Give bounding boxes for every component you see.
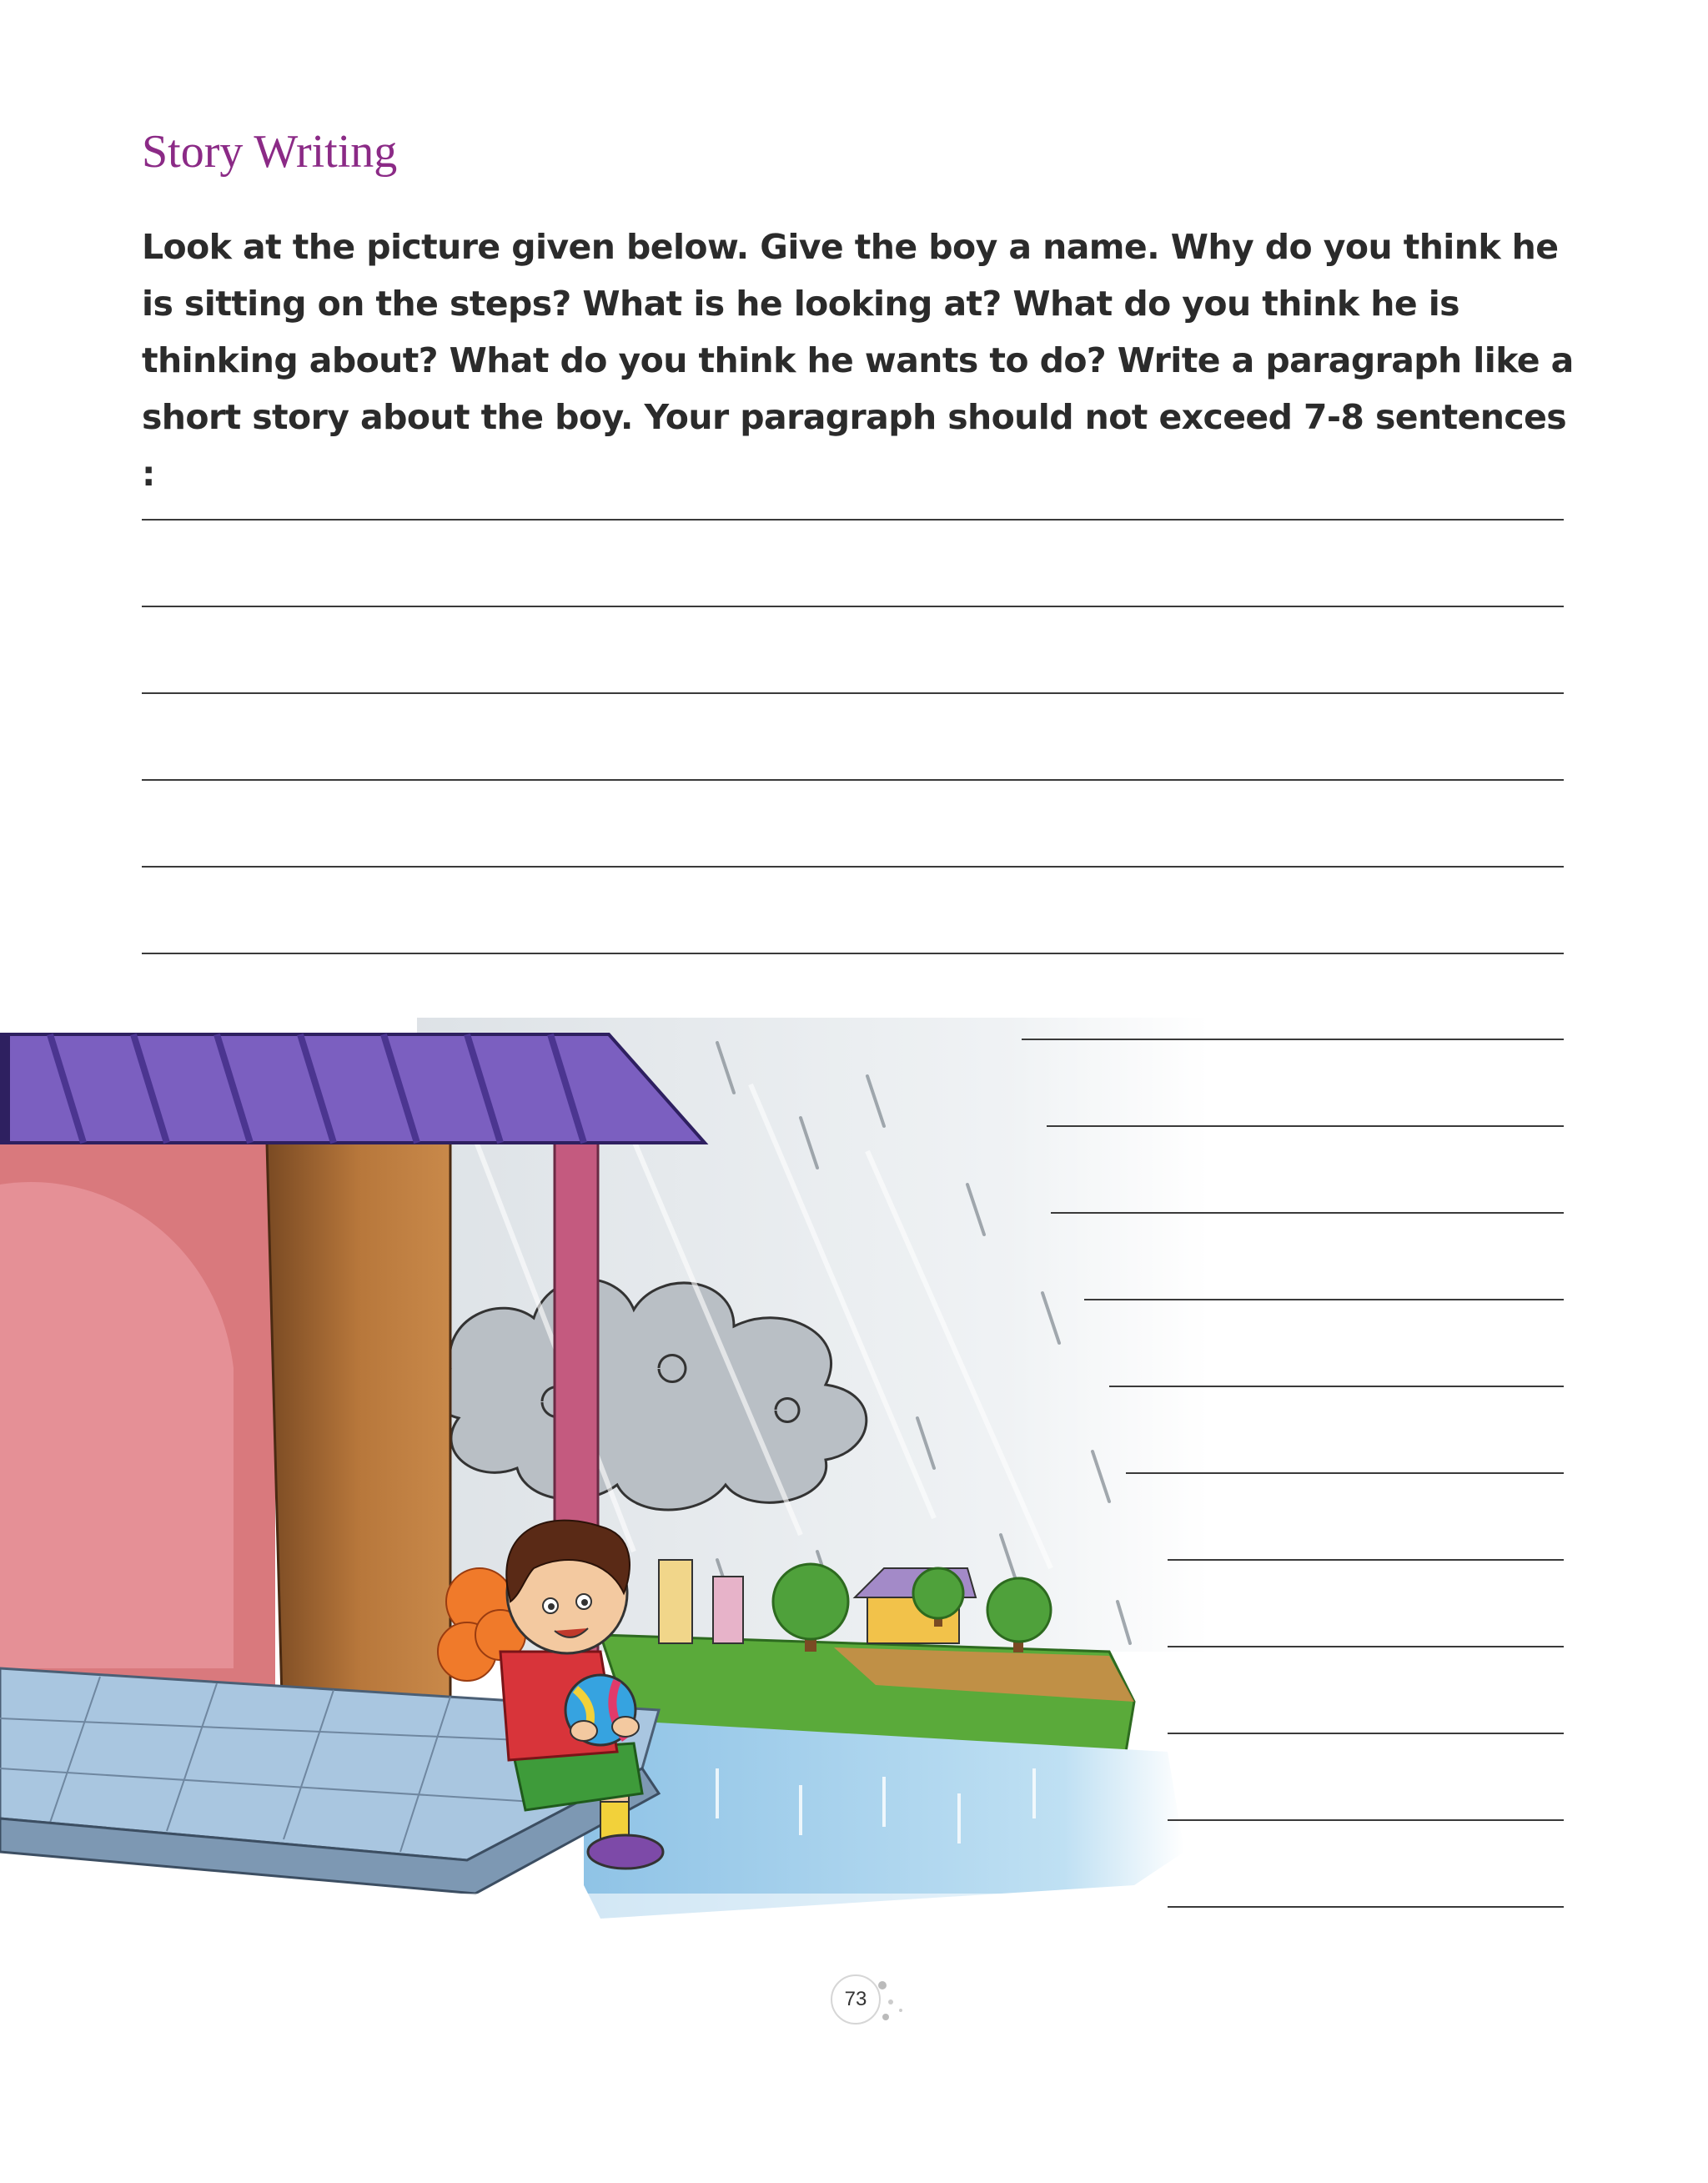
purple-roof	[0, 1034, 705, 1143]
writing-line[interactable]	[1084, 1299, 1564, 1300]
writing-line[interactable]	[1051, 1212, 1564, 1214]
writing-prompt: Look at the picture given below. Give the boy a name. Why do you think he is sitting on the steps? What is he looking at? What do you think he is thinking about? What do you think he wants to do? Write a paragraph like a short story about the boy. Your paragraph should not exceed 7-8 sentences :	[142, 227, 1574, 494]
writing-line[interactable]	[142, 866, 1564, 868]
wooden-pillar	[267, 1143, 450, 1760]
writing-line[interactable]	[1047, 1125, 1564, 1127]
writing-line[interactable]	[142, 692, 1564, 694]
writing-line[interactable]	[1168, 1819, 1564, 1821]
section-title: Story Writing	[142, 126, 398, 178]
writing-line[interactable]	[1109, 1386, 1564, 1387]
writing-line[interactable]	[142, 519, 1564, 521]
writing-line[interactable]	[1168, 1733, 1564, 1734]
writing-line[interactable]	[142, 779, 1564, 781]
rainy-day-boy-illustration	[0, 1018, 1209, 1985]
writing-line[interactable]	[1022, 1039, 1564, 1040]
page-splash-icon	[876, 1977, 917, 2027]
writing-line[interactable]	[1168, 1646, 1564, 1647]
writing-line[interactable]	[142, 953, 1564, 954]
writing-line[interactable]	[142, 606, 1564, 607]
writing-line[interactable]	[1126, 1472, 1564, 1474]
writing-line[interactable]	[1168, 1906, 1564, 1908]
writing-line[interactable]	[1168, 1559, 1564, 1561]
page-number: 73	[831, 1974, 881, 2025]
